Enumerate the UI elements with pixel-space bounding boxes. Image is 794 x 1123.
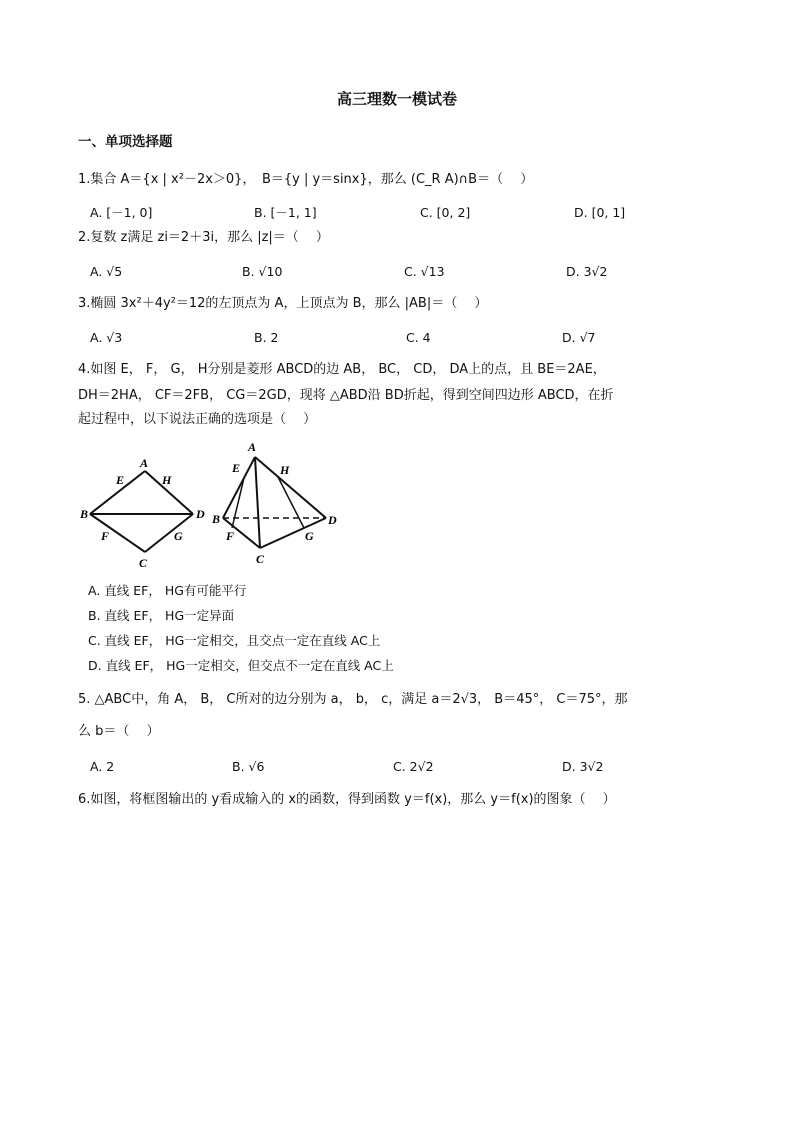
question-5-stem-line-1: 5. △ABC中，角 A， B， C所对的边分别为 a， b， c，满足 a＝2√3， B＝45°， C＝75°，那 [78, 692, 628, 707]
question-4-stem-line-1: 4.如图 E， F， G， H分别是菱形 ABCD的边 AB， BC， CD， DA上的点，且 BE＝2AE， [78, 362, 606, 377]
label-a-left: A [140, 456, 149, 470]
q3-option-a: A. √3 [90, 330, 123, 345]
q3-option-c: C. 4 [406, 330, 431, 345]
question-4-stem-line-3: 起过程中，以下说法正确的选项是（ ） [78, 412, 317, 427]
q4-option-c: C. 直线 EF， HG一定相交，且交点一定在直线 AC上 [88, 633, 381, 648]
q3-option-b: B. 2 [254, 330, 279, 345]
question-3-stem: 3.椭圆 3x²＋4y²＝12的左顶点为 A，上顶点为 B，那么 |AB|＝（ ） [78, 296, 488, 311]
q5-option-b: B. √6 [232, 759, 265, 774]
q1-option-c: C. [0, 2] [420, 205, 471, 220]
label-b-left: B [80, 507, 89, 521]
label-b-right: B [212, 512, 221, 526]
q1-option-b: B. [－1, 1] [254, 205, 317, 220]
section-heading: 一、单项选择题 [78, 134, 173, 150]
q2-option-a: A. √5 [90, 264, 123, 279]
label-f-right: F [226, 529, 235, 543]
label-d-right: D [328, 513, 337, 527]
q5-option-d: D. 3√2 [562, 759, 604, 774]
label-a-right: A [248, 440, 257, 454]
rhombus-fold-figure [76, 440, 366, 570]
label-h-left: H [162, 473, 172, 487]
question-1-stem: 1.集合 A＝{x | x²－2x＞0}， B＝{y | y＝sinx}，那么 (C_R A)∩B＝（ ） [78, 172, 534, 187]
label-e-right: E [232, 461, 241, 475]
label-g-left: G [174, 529, 183, 543]
label-c-right: C [256, 552, 265, 566]
q1-option-d: D. [0, 1] [574, 205, 626, 220]
label-f-left: F [101, 529, 110, 543]
q5-option-c: C. 2√2 [393, 759, 434, 774]
label-d-left: D [196, 507, 205, 521]
q1-option-a: A. [－1, 0] [90, 205, 153, 220]
label-g-right: G [305, 529, 314, 543]
label-h-right: H [280, 463, 290, 477]
page-title: 高三理数一模试卷 [336, 90, 457, 108]
q3-option-d: D. √7 [562, 330, 596, 345]
q2-option-d: D. 3√2 [566, 264, 608, 279]
q4-option-d: D. 直线 EF， HG一定相交，但交点不一定在直线 AC上 [88, 658, 394, 673]
q4-option-b: B. 直线 EF， HG一定异面 [88, 608, 235, 623]
question-5-stem-line-2: 么 b＝（ ） [78, 724, 160, 739]
q4-option-a: A. 直线 EF， HG有可能平行 [88, 583, 247, 598]
label-e-left: E [116, 473, 125, 487]
q5-option-a: A. 2 [90, 759, 115, 774]
q2-option-c: C. √13 [404, 264, 445, 279]
question-2-stem: 2.复数 z满足 zi＝2＋3i，那么 |z|＝（ ） [78, 230, 329, 245]
question-4-stem-line-2: DH＝2HA， CF＝2FB， CG＝2GD，现将 △ABD沿 BD折起，得到空间四边形 ABCD，在折 [78, 388, 614, 403]
question-6-stem: 6.如图，将框图输出的 y看成输入的 x的函数，得到函数 y＝f(x)，那么 y＝f(x)的图象（ ） [78, 792, 616, 807]
q2-option-b: B. √10 [242, 264, 283, 279]
label-c-left: C [139, 556, 148, 570]
